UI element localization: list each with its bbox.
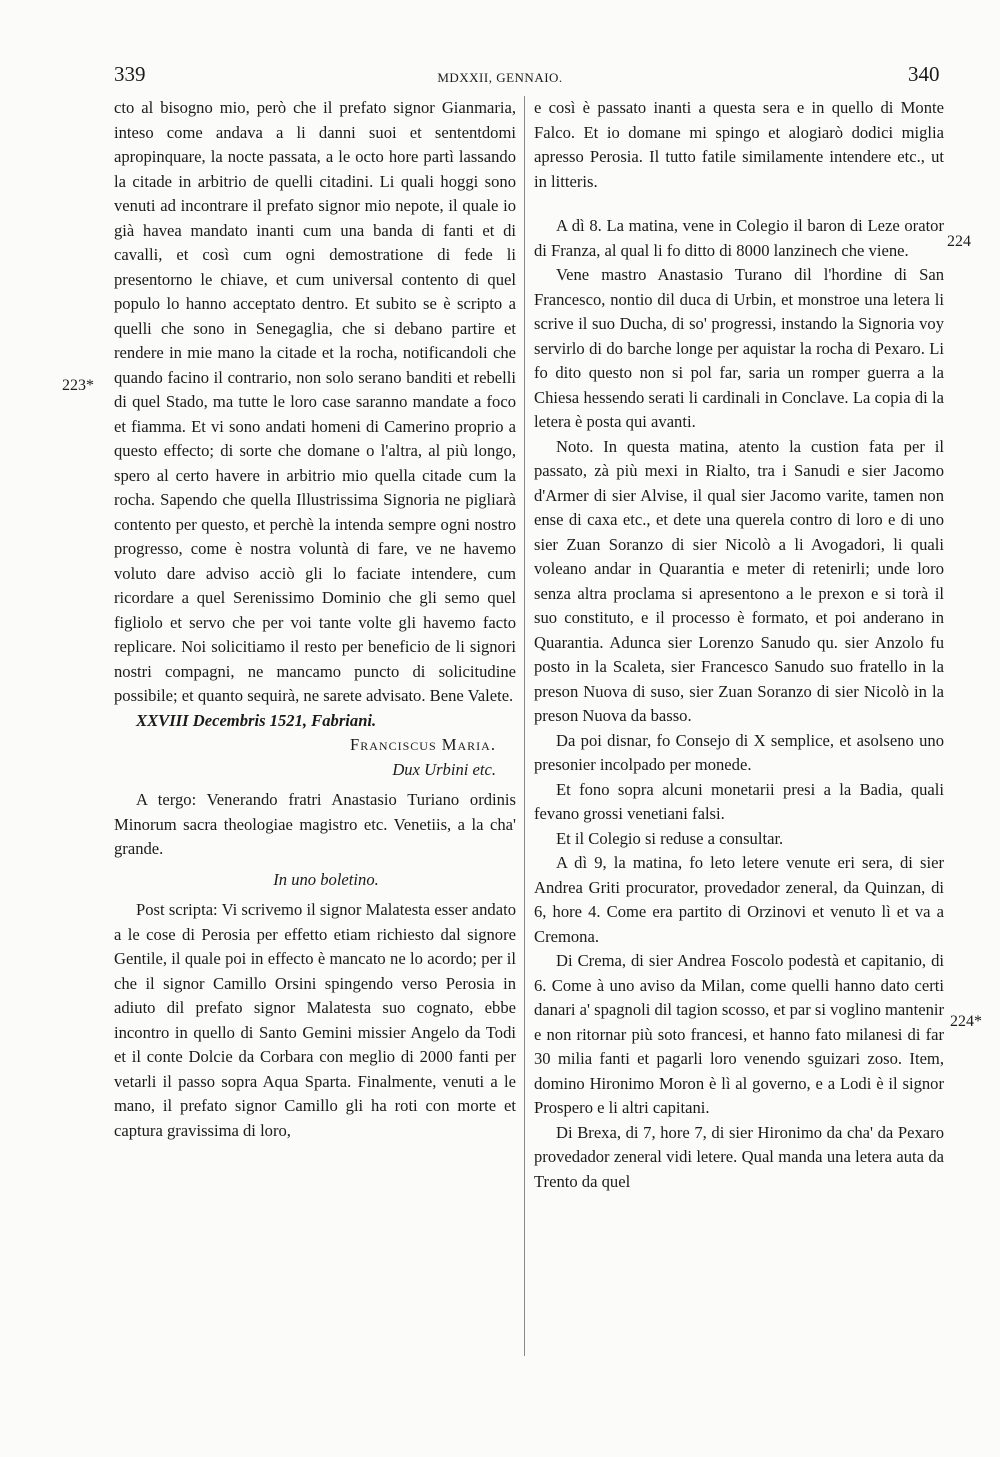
margin-note-right-2: 224*	[950, 1013, 982, 1030]
postscript: Post scripta: Vi scrivemo il signor Malatesta esser andato a le cose di Perosia per effetto etiam richiesto dal signore Gentile, il quale poi in effecto è mancato ne lo acordo; per il che il signor Camillo Orsini spingendo verso Perosia in adiuto dil prefato signor Malatesta suo cognato, ebbe incontro in quello di Santo Gemini missier Angelo da Todi et il conte Dolcie da Corbara con meglio di 2000 fanti per vetarli il passo sopra Aqua Sparta. Finalmente, venuti a le mano, il prefato signor Camillo gli ha roti con morte et captura gravissima di loro,	[114, 900, 516, 1140]
signature-title: Dux Urbini etc.	[392, 759, 496, 779]
paragraph-consejo: Da poi disnar, fo Consejo di X semplice, et asolseno uno presonier incolpado per monede.	[534, 730, 944, 774]
margin-note-right-1: 224	[947, 233, 971, 250]
boletino-heading: In uno boletino.	[273, 869, 379, 889]
letter-dateline: XXVIII Decembris 1521, Fabriani.	[136, 710, 377, 730]
right-column	[534, 96, 944, 1386]
paragraph-crema: Di Crema, di sier Andrea Foscolo podestà et capitanio, di 6. Come à uno aviso da Milan, come quelli hanno dato certi danari a' spagnoli dil tagion scosso, et par si voglino mantenir e non ritornar più soto francesi, et hanno fato milanesi di far 30 milia fanti et pagarli loro venendo sguizari zoso. Item, domino Hironimo Moron è lì al governo, e a Lodi è il signor Prospero e li altri capitani.	[534, 951, 944, 1117]
signature-name: Franciscus Maria.	[350, 735, 496, 754]
paragraph-anastasio: Vene mastro Anastasio Turano dil l'hordine di San Francesco, nontio dil duca di Urbin, et monstroe una letera li scrive il suo Ducha, di so' progressi, instando la Signoria voy servirlo di do barche longe per aquistar la rocha di Pexaro. Li fo dito questo non si pol far, saria un romper guerra a la Chiesa hessendo serati li cardinali in Conclave. La copia di la letera è posta qui avanti.	[534, 265, 944, 431]
page-number-right: 340	[908, 62, 940, 86]
paragraph-continuation: e così è passato inanti a questa sera e in quello di Monte Falco. Et io domane mi spingo et alogiarò dodici miglia apresso Perosia. Il tutto fatile similamente intendere etc., ut in litteris.	[534, 98, 944, 191]
paragraph-monetarii: Et fono sopra alcuni monetarii presi a la Badia, quali fevano grossi venetiani falsi.	[534, 779, 944, 823]
paragraph-brexa: Di Brexa, di 7, hore 7, di sier Hironimo da cha' da Pexaro provedador zeneral vidi letere. Qual manda una letera auta da Trento da quel	[534, 1122, 944, 1191]
address-note: A tergo: Venerando fratri Anastasio Turiano ordinis Minorum sacra theologiae magistro etc. Venetiis, a la cha' grande.	[114, 790, 516, 858]
paragraph-date-9: A dì 9, la matina, fo leto letere venute eri sera, di sier Andrea Griti procurator, provedador zeneral, da Quinzan, di 6, hore 4. Come era partito di Orzinovi et venuto lì et va a Cremona.	[534, 853, 944, 946]
page-number-left: 339	[114, 62, 146, 86]
column-divider	[524, 96, 525, 1356]
left-column	[114, 96, 516, 1386]
margin-note-left: 223*	[62, 377, 94, 394]
paragraph-noto: Noto. In questa matina, atento la custion fata per il passato, zà più mexi in Rialto, tra i Sanudi e sier Jacomo d'Armer di sier Alvise, il qual sier Jacomo varite, tamen non ense di caxa etc., et dete una querela contro di loro e di uno sier Zuan Soranzo di sier Nicolò a li Avogadori, li quali voleano andar in Quarantia e meter di retenirli; unde loro senza altra proclama si apresentono a le prexon e si torà il suo constituto, e il processo è formato, et poi anderano in Quarantia. Adunca sier Lorenzo Sanudo qu. sier Anzolo fu posto in la Scaleta, sier Francesco Sanudo suo fratello in la preson Nuova di suso, sier Zuan Soranzo di sier Nicolò in la preson Nuova da basso.	[534, 436, 944, 725]
running-title: MDXXII, GENNAIO.	[437, 70, 563, 85]
paragraph-date-8: A dì 8. La matina, vene in Colegio il baron di Leze orator di Franza, al qual li fo ditto di 8000 lanzinech che viene.	[534, 216, 944, 260]
paragraph-colegio: Et il Colegio si reduse a consultar.	[556, 828, 784, 848]
letter-body: cto al bisogno mio, però che il prefato signor Gianmaria, inteso come andava a li danni suoi et sententdomi apropinquare, la nocte passata, a le octo hore partì lassando la citade in arbitrio de quelli citadini. Li quali hoggi sono venuti ad incontrare il prefato signor mio nepote, il quale io già havea mandato inanti cum una banda di fanti et di cavalli, et così cum ogni demostratione di fede li presentorno le chiave, et cum universal contento di quel populo lo hanno acceptato dentro. Et subito se è scripto a quelli che sono in Senegaglia, che si debano partire et rendere in mie mano la citade et la rocha, notificandoli che quando facino il contrario, non solo serano banditi et rebelli di quel Stado, ma tutte le loro case saranno mandate a foco et fiamma. Et vi sono andati homeni di Camerino proprio a questo effecto; di sorte che domane o l'altra, al più longo, spero al certo havere in arbitrio mio quella citade cum la rocha. Sapendo che quella Illustrissima Signoria ne pigliarà contento per questo, et perchè la intenda sempre ogni nostro progresso, come è nostra voluntà di fare, ve ne havemo voluto dare adviso acciò gli lo faciate intendere, cum ricordare a quel Serenissimo Dominio che gli semo quel figliolo et servo che per voi tante volte gli havemo facto replicare. Noi solicitiamo il resto per beneficio de li signori nostri compagni, ne mancamo puncto di solicitudine possibile; et quanto sequirà, ne sarete advisato. Bene Valete.	[114, 98, 516, 705]
